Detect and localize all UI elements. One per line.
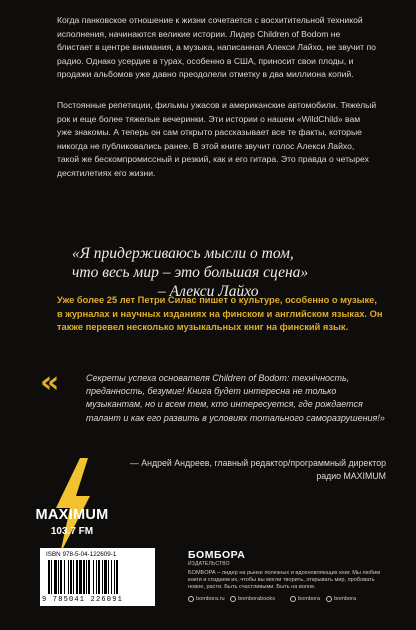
author-bio [57,294,383,335]
author-bio-line-2: в журналах и научных изданиях на финском и английском языках. Он [57,308,383,319]
barcode [40,548,155,606]
description-paragraph-1: Когда панковское отношение к жизни сочетается с восхитительной техникой исполнения, начинаются великие истории. Лидер Children of Bodom не блистает в центре внимания, а музыка, написанная Алекси Лайхо, не звучит по радио. Однако усердие в турах, особенно в США, приносит свои плоды, и продажи альбомов уже давно преодолели отметку в два миллиона копий. [57,15,376,80]
radio-logo-name: MAXIMUM [35,507,109,523]
social-label: bomborabooks [238,596,276,602]
epigraph-line-1: «Я придерживаюсь мысли о том, [72,245,294,262]
publisher-logo: БОМБОРА [188,549,246,561]
instagram-icon [230,596,236,602]
epigraph-line-2: что весь мир – это большая сцена» [72,264,309,281]
review-text: Секреты успеха основателя Children of Bodom: технічность, преданность, безумие! Книга будет интересна не только музыкантам, но и всем тем, кто интересуется, где рождается талант и как его развить в условиях тотального саморазрушения!» [86,373,385,423]
social-link-telegram[interactable] [326,596,356,602]
barcode-digits: 9 785041 226091 [42,596,124,604]
isbn-number: ISBN 978-5-04-122609-1 [46,551,117,558]
radio-logo-frequency: 103.7 FM [50,526,94,537]
telegram-icon [326,596,332,602]
quote-mark-icon: « [40,365,60,400]
social-label: bombora [298,596,321,602]
vk-icon [290,596,296,602]
maximum-radio-logo [26,456,118,556]
author-bio-line-3: также перевел несколько музыкальных книг на финский язык. [57,322,349,333]
lightning-bolt-icon [26,456,118,556]
publisher-subtitle: ИЗДАТЕЛЬСТВО [188,561,230,567]
social-link-website[interactable] [188,596,225,602]
publisher-description: БОМБОРА – лидер на рынке полезных и вдохновляющих книг. Мы любим книги и создаем их, чтобы вы могли творить, открывать мир, пробовать новое, расти. Быть счастливыми. Быть на волне. [188,570,381,590]
social-label: bombora [334,596,357,602]
description-paragraph-2: Постоянные репетиции, фильмы ужасов и американские автомобили. Тяжелый рок и еще более тяжелые вечеринки. Эти истории о нашем «WildChild» вам уже знакомы. А теперь он сам открыто рассказывает все те факты, которые никогда не публиковались ранее. В этой книге звучит голос Алекси Лайхо, такой же бескомпромиссный и резкий, как и его гитара. Это правда о четырех десятилетиях его жизни. [57,100,377,178]
barcode-bars [48,560,148,596]
globe-icon [188,596,194,602]
publisher-social-links [188,596,398,606]
author-bio-line-1: Уже более 25 лет Петри Силас пишет о культуре, особенно о музыке, [57,295,377,305]
social-link-vk[interactable] [290,596,320,602]
epigraph-author: – Алекси Лайхо [158,283,259,300]
social-label: bombora.ru [196,596,225,602]
review-attribution-outlet: радио MAXIMUM [316,471,386,481]
review-attribution: — Андрей Андреев, главный редактор/программный директор [130,458,386,468]
social-link-instagram[interactable] [230,596,275,602]
